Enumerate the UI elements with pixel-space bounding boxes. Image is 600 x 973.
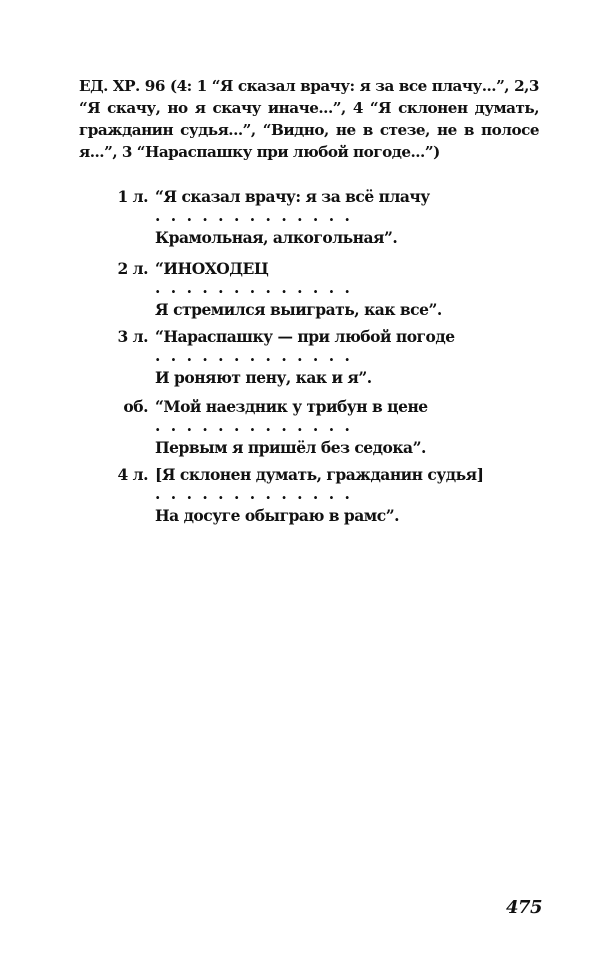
sheet-label: 3 л. — [117, 327, 148, 346]
last-line: И роняют пену, как и я”. — [155, 368, 372, 387]
sheet-list — [0, 186, 600, 532]
ellipsis-dots: . . . . . . . . . . . . . — [155, 346, 353, 365]
first-line: “Нараспашку — при любой погоде — [155, 327, 455, 346]
sheet-label: 2 л. — [117, 259, 148, 278]
sheet-label: 1 л. — [117, 187, 148, 206]
last-line: Я стремился выиграть, как все”. — [155, 300, 442, 319]
first-line: “Я сказал врачу: я за всё плачу — [155, 187, 430, 206]
sheet-label: об. — [123, 397, 148, 416]
first-line: “Мой наездник у трибун в цене — [155, 397, 428, 416]
ellipsis-dots: . . . . . . . . . . . . . — [155, 484, 353, 503]
page-number: 475 — [506, 897, 543, 918]
sheet-entry — [0, 464, 600, 532]
last-line: Крамольная, алкогольная”. — [155, 228, 398, 247]
sheet-label: 4 л. — [117, 465, 148, 484]
ellipsis-dots: . . . . . . . . . . . . . — [155, 416, 353, 435]
last-line: Первым я пришёл без седока”. — [155, 438, 426, 457]
sheet-entry — [0, 396, 600, 464]
sheet-entry — [0, 326, 600, 396]
first-line: “ИНОХОДЕЦ — [155, 259, 269, 278]
archive-header: ЕД. ХР. 96 (4: 1 “Я сказал врачу: я за все плачу...”, 2,3 “Я скачу, но я скачу иначе...”, 4 “Я склонен думать, гражданин судья...”, “Видно, не в стезе, не в полосе я...”, 3 “Нараспашку при любой погоде...”) — [79, 77, 539, 161]
last-line: На досуге обыграю в рамс”. — [155, 506, 400, 525]
sheet-entry — [0, 186, 600, 258]
ellipsis-dots: . . . . . . . . . . . . . — [155, 278, 353, 297]
ellipsis-dots: . . . . . . . . . . . . . — [155, 206, 353, 225]
sheet-entry — [0, 258, 600, 326]
first-line: [Я склонен думать, гражданин судья] — [155, 465, 484, 484]
